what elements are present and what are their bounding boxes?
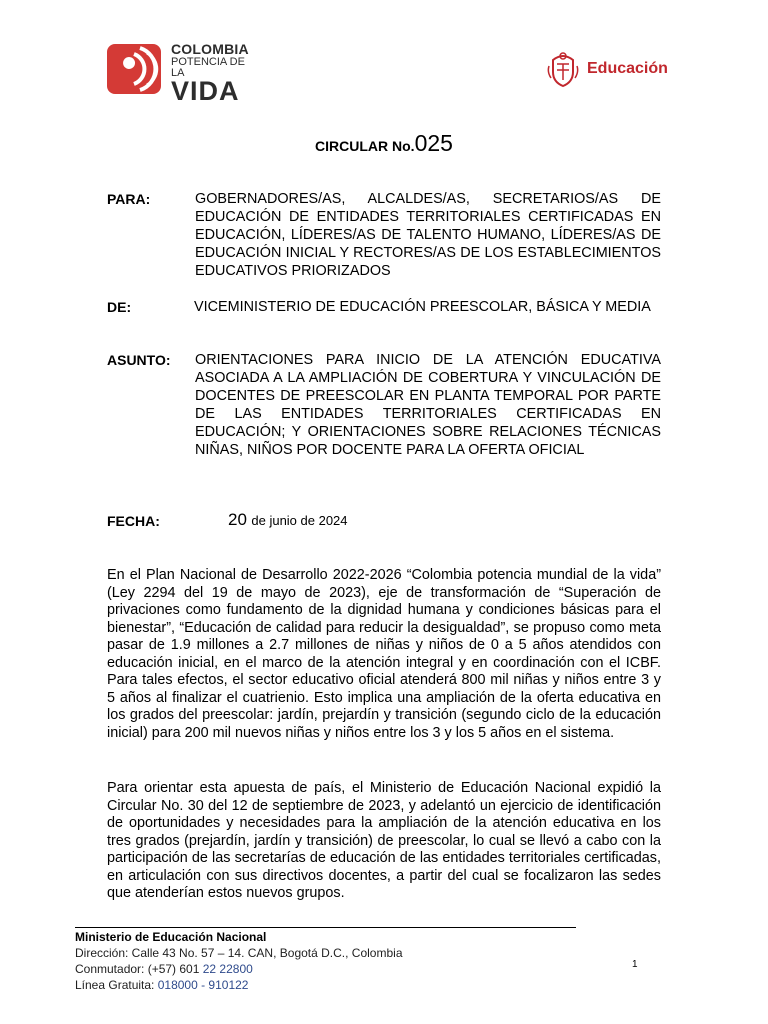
footer-free-label: Línea Gratuita: <box>75 978 158 992</box>
para-label: PARA: <box>107 191 151 207</box>
fecha-day: 20 <box>228 510 247 529</box>
logo-line-vida: VIDA <box>171 76 240 106</box>
fecha-label: FECHA: <box>107 513 160 529</box>
asunto-subject: ORIENTACIONES PARA INICIO DE LA ATENCIÓN EDUCATIVA ASOCIADA A LA AMPLIACIÓN DE COBERTURA Y VINCULACIÓN DE DOCENTES DE PREESCOLAR EN PLANTA TEMPORAL POR PARTE DE LAS ENTIDADES TERRITORIALES CERTIFICADAS EN EDUCACIÓN; Y ORIENTACIONES SOBRE RELACIONES TÉCNICAS NIÑAS, NIÑOS POR DOCENTE PARA LA OFERTA OFICIAL <box>195 352 661 458</box>
logo-line-potencia: POTENCIA DE LA <box>171 56 245 79</box>
de-sender: VICEMINISTERIO DE EDUCACIÓN PREESCOLAR, BÁSICA Y MEDIA <box>194 299 651 315</box>
body-paragraph-2: Para orientar esta apuesta de país, el Ministerio de Educación Nacional expidió la Circular No. 30 del 12 de septiembre de 2023, y adelantó un ejercicio de identificación de oportunidades y necesidades para la ampliación de la atención educativa en los tres grados (prejardín, jardín y transición) de preescolar, lo cual se llevó a cabo con la participación de las secretarías de educación de las entidades territoriales certificadas, en articulación con sus directivos docentes, a partir del cual se focalizaron las sedes que atenderían estos nuevos grupos. <box>107 780 661 901</box>
footer-divider <box>75 927 576 928</box>
footer-free-number: 018000 - 910122 <box>157 978 249 992</box>
footer-phone-number: 22 22800 <box>202 962 253 976</box>
para-recipients: GOBERNADORES/AS, ALCALDES/AS, SECRETARIOS/AS DE EDUCACIÓN DE ENTIDADES TERRITORIALES CERTIFICADAS EN EDUCACIÓN, LÍDERES/AS DE TALENTO HUMANO, LÍDERES/AS DE EDUCACIÓN INICIAL Y RECTORES/AS DE LOS ESTABLECIMIENTOS EDUCATIVOS PRIORIZADOS <box>195 191 661 279</box>
circular-title <box>0 130 768 157</box>
educacion-label: Educación <box>587 60 668 77</box>
educacion-logo <box>547 52 667 88</box>
footer-address: Dirección: Calle 43 No. 57 – 14. CAN, Bogotá D.C., Colombia <box>75 946 403 960</box>
circular-number: 025 <box>414 130 453 156</box>
fecha-date <box>228 510 348 530</box>
logo-line-colombia: COLOMBIA <box>171 41 249 57</box>
asunto-label: ASUNTO: <box>107 352 171 368</box>
footer-ministry: Ministerio de Educación Nacional <box>75 930 267 944</box>
page-number: 1 <box>632 959 638 970</box>
de-label: DE: <box>107 299 132 315</box>
body-paragraph-1: En el Plan Nacional de Desarrollo 2022-2026 “Colombia potencia mundial de la vida” (Ley 2294 del 19 de mayo de 2023), eje de transformación de “Superación de privaciones como fundamento de la dignidad humana y condiciones básicas para el bienestar”, “Educación de calidad para reducir la desigualdad”, se propuso como meta pasar de 1.9 millones a 2.7 millones de niñas y niños de 0 a 5 años atendidos con educación inicial, en el marco de la atención integral y en coordinación con el ICBF. Para tales efectos, el sector educativo oficial atenderá 800 mil niñas y niños entre 3 y 5 años al finalizar el cuatrienio. Esto implica una ampliación de la oferta educativa en los grados del preescolar: jardín, prejardín y transición (segundo ciclo de la educación inicial) para 200 mil nuevos niñas y niños entre los 3 y los 5 años en el sistema. <box>107 567 661 741</box>
footer-free-line <box>75 977 403 993</box>
wave-logo-icon <box>107 44 161 94</box>
circular-label: CIRCULAR No. <box>315 138 415 154</box>
footer-phone-label: Conmutador: (+57) 601 <box>75 962 203 976</box>
coat-of-arms-icon <box>547 52 579 88</box>
footer <box>75 929 403 993</box>
footer-phone <box>75 961 403 977</box>
fecha-month-year: de junio de 2024 <box>251 513 348 528</box>
colombia-potencia-vida-logo <box>107 41 257 106</box>
